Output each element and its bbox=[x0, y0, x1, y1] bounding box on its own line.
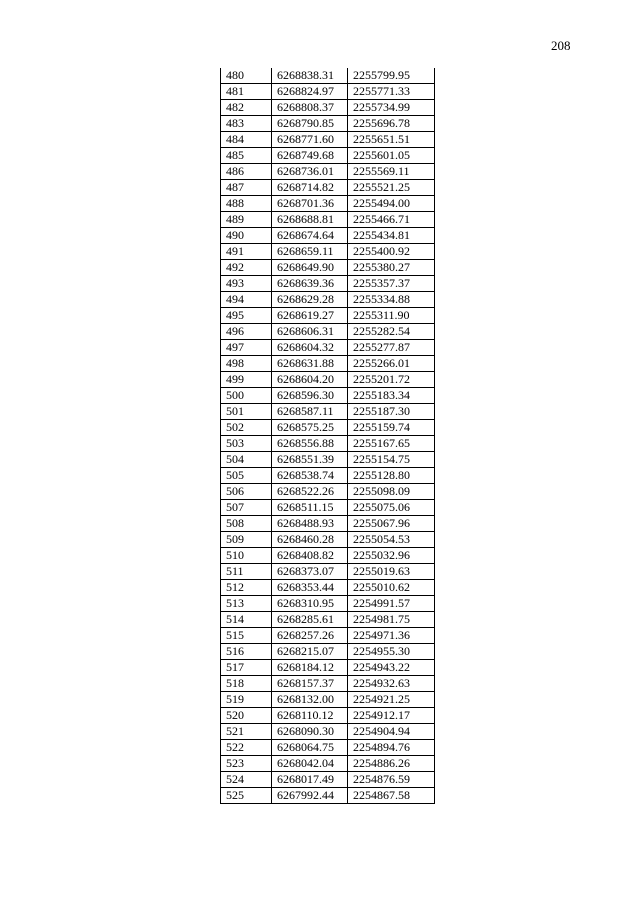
y-coordinate-cell: 2254904.94 bbox=[348, 724, 435, 740]
point-number-cell: 488 bbox=[221, 196, 272, 212]
x-coordinate-cell: 6268215.07 bbox=[272, 644, 348, 660]
table-row bbox=[221, 644, 435, 660]
point-number-cell: 523 bbox=[221, 756, 272, 772]
point-number-cell: 487 bbox=[221, 180, 272, 196]
x-coordinate-cell: 6268551.39 bbox=[272, 452, 348, 468]
table-row bbox=[221, 180, 435, 196]
table-row bbox=[221, 372, 435, 388]
point-number-cell: 513 bbox=[221, 596, 272, 612]
table-row bbox=[221, 276, 435, 292]
y-coordinate-cell: 2255167.65 bbox=[348, 436, 435, 452]
table-row bbox=[221, 772, 435, 788]
table-row bbox=[221, 100, 435, 116]
table-row bbox=[221, 340, 435, 356]
table-row bbox=[221, 788, 435, 804]
table-row bbox=[221, 404, 435, 420]
coordinates-table-body bbox=[221, 68, 435, 804]
y-coordinate-cell: 2255494.00 bbox=[348, 196, 435, 212]
point-number-cell: 510 bbox=[221, 548, 272, 564]
x-coordinate-cell: 6268511.15 bbox=[272, 500, 348, 516]
x-coordinate-cell: 6268157.37 bbox=[272, 676, 348, 692]
point-number-cell: 512 bbox=[221, 580, 272, 596]
x-coordinate-cell: 6268629.28 bbox=[272, 292, 348, 308]
x-coordinate-cell: 6268310.95 bbox=[272, 596, 348, 612]
table-row bbox=[221, 196, 435, 212]
x-coordinate-cell: 6268736.01 bbox=[272, 164, 348, 180]
point-number-cell: 521 bbox=[221, 724, 272, 740]
x-coordinate-cell: 6268575.25 bbox=[272, 420, 348, 436]
x-coordinate-cell: 6268488.93 bbox=[272, 516, 348, 532]
table-row bbox=[221, 468, 435, 484]
point-number-cell: 516 bbox=[221, 644, 272, 660]
point-number-cell: 503 bbox=[221, 436, 272, 452]
x-coordinate-cell: 6268701.36 bbox=[272, 196, 348, 212]
y-coordinate-cell: 2255434.81 bbox=[348, 228, 435, 244]
y-coordinate-cell: 2255601.05 bbox=[348, 148, 435, 164]
point-number-cell: 491 bbox=[221, 244, 272, 260]
coordinates-table bbox=[220, 68, 435, 804]
x-coordinate-cell: 6268017.49 bbox=[272, 772, 348, 788]
y-coordinate-cell: 2255696.78 bbox=[348, 116, 435, 132]
point-number-cell: 517 bbox=[221, 660, 272, 676]
y-coordinate-cell: 2255282.54 bbox=[348, 324, 435, 340]
table-row bbox=[221, 676, 435, 692]
point-number-cell: 493 bbox=[221, 276, 272, 292]
point-number-cell: 514 bbox=[221, 612, 272, 628]
y-coordinate-cell: 2255311.90 bbox=[348, 308, 435, 324]
point-number-cell: 509 bbox=[221, 532, 272, 548]
y-coordinate-cell: 2255019.63 bbox=[348, 564, 435, 580]
y-coordinate-cell: 2254981.75 bbox=[348, 612, 435, 628]
point-number-cell: 520 bbox=[221, 708, 272, 724]
y-coordinate-cell: 2254886.26 bbox=[348, 756, 435, 772]
x-coordinate-cell: 6268596.30 bbox=[272, 388, 348, 404]
x-coordinate-cell: 6268353.44 bbox=[272, 580, 348, 596]
point-number-cell: 508 bbox=[221, 516, 272, 532]
y-coordinate-cell: 2254912.17 bbox=[348, 708, 435, 724]
y-coordinate-cell: 2255201.72 bbox=[348, 372, 435, 388]
table-row bbox=[221, 484, 435, 500]
table-row bbox=[221, 292, 435, 308]
x-coordinate-cell: 6268604.32 bbox=[272, 340, 348, 356]
x-coordinate-cell: 6268604.20 bbox=[272, 372, 348, 388]
point-number-cell: 480 bbox=[221, 68, 272, 84]
point-number-cell: 518 bbox=[221, 676, 272, 692]
y-coordinate-cell: 2255734.99 bbox=[348, 100, 435, 116]
point-number-cell: 489 bbox=[221, 212, 272, 228]
table-row bbox=[221, 532, 435, 548]
x-coordinate-cell: 6268522.26 bbox=[272, 484, 348, 500]
table-row bbox=[221, 260, 435, 276]
table-row bbox=[221, 740, 435, 756]
y-coordinate-cell: 2255357.37 bbox=[348, 276, 435, 292]
x-coordinate-cell: 6268373.07 bbox=[272, 564, 348, 580]
table-row bbox=[221, 132, 435, 148]
point-number-cell: 494 bbox=[221, 292, 272, 308]
table-row bbox=[221, 724, 435, 740]
x-coordinate-cell: 6268090.30 bbox=[272, 724, 348, 740]
point-number-cell: 482 bbox=[221, 100, 272, 116]
table-row bbox=[221, 356, 435, 372]
y-coordinate-cell: 2255054.53 bbox=[348, 532, 435, 548]
x-coordinate-cell: 6268714.82 bbox=[272, 180, 348, 196]
x-coordinate-cell: 6268285.61 bbox=[272, 612, 348, 628]
page-number: 208 bbox=[551, 38, 571, 53]
y-coordinate-cell: 2255067.96 bbox=[348, 516, 435, 532]
y-coordinate-cell: 2255032.96 bbox=[348, 548, 435, 564]
table-row bbox=[221, 628, 435, 644]
table-row bbox=[221, 68, 435, 84]
point-number-cell: 492 bbox=[221, 260, 272, 276]
table-row bbox=[221, 324, 435, 340]
point-number-cell: 496 bbox=[221, 324, 272, 340]
point-number-cell: 519 bbox=[221, 692, 272, 708]
x-coordinate-cell: 6268749.68 bbox=[272, 148, 348, 164]
point-number-cell: 502 bbox=[221, 420, 272, 436]
point-number-cell: 483 bbox=[221, 116, 272, 132]
table-row bbox=[221, 308, 435, 324]
table-row bbox=[221, 388, 435, 404]
point-number-cell: 481 bbox=[221, 84, 272, 100]
x-coordinate-cell: 6268408.82 bbox=[272, 548, 348, 564]
x-coordinate-cell: 6268639.36 bbox=[272, 276, 348, 292]
y-coordinate-cell: 2255159.74 bbox=[348, 420, 435, 436]
y-coordinate-cell: 2255154.75 bbox=[348, 452, 435, 468]
table-row bbox=[221, 452, 435, 468]
point-number-cell: 501 bbox=[221, 404, 272, 420]
y-coordinate-cell: 2255187.30 bbox=[348, 404, 435, 420]
table-row bbox=[221, 564, 435, 580]
point-number-cell: 504 bbox=[221, 452, 272, 468]
y-coordinate-cell: 2255799.95 bbox=[348, 68, 435, 84]
table-row bbox=[221, 516, 435, 532]
y-coordinate-cell: 2254932.63 bbox=[348, 676, 435, 692]
x-coordinate-cell: 6268619.27 bbox=[272, 308, 348, 324]
table-row bbox=[221, 708, 435, 724]
point-number-cell: 495 bbox=[221, 308, 272, 324]
point-number-cell: 515 bbox=[221, 628, 272, 644]
y-coordinate-cell: 2254894.76 bbox=[348, 740, 435, 756]
table-row bbox=[221, 596, 435, 612]
x-coordinate-cell: 6268538.74 bbox=[272, 468, 348, 484]
point-number-cell: 522 bbox=[221, 740, 272, 756]
table-row bbox=[221, 692, 435, 708]
point-number-cell: 498 bbox=[221, 356, 272, 372]
point-number-cell: 486 bbox=[221, 164, 272, 180]
table-row bbox=[221, 500, 435, 516]
y-coordinate-cell: 2255183.34 bbox=[348, 388, 435, 404]
x-coordinate-cell: 6268064.75 bbox=[272, 740, 348, 756]
y-coordinate-cell: 2254991.57 bbox=[348, 596, 435, 612]
y-coordinate-cell: 2255380.27 bbox=[348, 260, 435, 276]
x-coordinate-cell: 6268771.60 bbox=[272, 132, 348, 148]
y-coordinate-cell: 2255334.88 bbox=[348, 292, 435, 308]
x-coordinate-cell: 6268824.97 bbox=[272, 84, 348, 100]
point-number-cell: 505 bbox=[221, 468, 272, 484]
table-row bbox=[221, 436, 435, 452]
x-coordinate-cell: 6268460.28 bbox=[272, 532, 348, 548]
table-row bbox=[221, 84, 435, 100]
point-number-cell: 506 bbox=[221, 484, 272, 500]
x-coordinate-cell: 6268556.88 bbox=[272, 436, 348, 452]
y-coordinate-cell: 2255400.92 bbox=[348, 244, 435, 260]
x-coordinate-cell: 6268587.11 bbox=[272, 404, 348, 420]
table-row bbox=[221, 148, 435, 164]
point-number-cell: 485 bbox=[221, 148, 272, 164]
x-coordinate-cell: 6268838.31 bbox=[272, 68, 348, 84]
x-coordinate-cell: 6268808.37 bbox=[272, 100, 348, 116]
y-coordinate-cell: 2255075.06 bbox=[348, 500, 435, 516]
table-row bbox=[221, 580, 435, 596]
y-coordinate-cell: 2254876.59 bbox=[348, 772, 435, 788]
y-coordinate-cell: 2254955.30 bbox=[348, 644, 435, 660]
point-number-cell: 525 bbox=[221, 788, 272, 804]
y-coordinate-cell: 2254943.22 bbox=[348, 660, 435, 676]
y-coordinate-cell: 2254921.25 bbox=[348, 692, 435, 708]
table-row bbox=[221, 228, 435, 244]
x-coordinate-cell: 6268688.81 bbox=[272, 212, 348, 228]
x-coordinate-cell: 6267992.44 bbox=[272, 788, 348, 804]
x-coordinate-cell: 6268042.04 bbox=[272, 756, 348, 772]
y-coordinate-cell: 2255651.51 bbox=[348, 132, 435, 148]
x-coordinate-cell: 6268110.12 bbox=[272, 708, 348, 724]
x-coordinate-cell: 6268674.64 bbox=[272, 228, 348, 244]
x-coordinate-cell: 6268649.90 bbox=[272, 260, 348, 276]
x-coordinate-cell: 6268631.88 bbox=[272, 356, 348, 372]
table-row bbox=[221, 116, 435, 132]
point-number-cell: 524 bbox=[221, 772, 272, 788]
table-row bbox=[221, 756, 435, 772]
x-coordinate-cell: 6268132.00 bbox=[272, 692, 348, 708]
y-coordinate-cell: 2255569.11 bbox=[348, 164, 435, 180]
x-coordinate-cell: 6268257.26 bbox=[272, 628, 348, 644]
x-coordinate-cell: 6268606.31 bbox=[272, 324, 348, 340]
y-coordinate-cell: 2254867.58 bbox=[348, 788, 435, 804]
y-coordinate-cell: 2255128.80 bbox=[348, 468, 435, 484]
y-coordinate-cell: 2255277.87 bbox=[348, 340, 435, 356]
table-row bbox=[221, 164, 435, 180]
point-number-cell: 490 bbox=[221, 228, 272, 244]
table-row bbox=[221, 420, 435, 436]
table-row bbox=[221, 212, 435, 228]
point-number-cell: 500 bbox=[221, 388, 272, 404]
y-coordinate-cell: 2255266.01 bbox=[348, 356, 435, 372]
y-coordinate-cell: 2255771.33 bbox=[348, 84, 435, 100]
point-number-cell: 507 bbox=[221, 500, 272, 516]
point-number-cell: 497 bbox=[221, 340, 272, 356]
x-coordinate-cell: 6268790.85 bbox=[272, 116, 348, 132]
table-row bbox=[221, 548, 435, 564]
table-row bbox=[221, 660, 435, 676]
table-row bbox=[221, 244, 435, 260]
y-coordinate-cell: 2255521.25 bbox=[348, 180, 435, 196]
y-coordinate-cell: 2255010.62 bbox=[348, 580, 435, 596]
x-coordinate-cell: 6268184.12 bbox=[272, 660, 348, 676]
point-number-cell: 511 bbox=[221, 564, 272, 580]
table-row bbox=[221, 612, 435, 628]
point-number-cell: 499 bbox=[221, 372, 272, 388]
point-number-cell: 484 bbox=[221, 132, 272, 148]
y-coordinate-cell: 2255466.71 bbox=[348, 212, 435, 228]
y-coordinate-cell: 2255098.09 bbox=[348, 484, 435, 500]
y-coordinate-cell: 2254971.36 bbox=[348, 628, 435, 644]
x-coordinate-cell: 6268659.11 bbox=[272, 244, 348, 260]
